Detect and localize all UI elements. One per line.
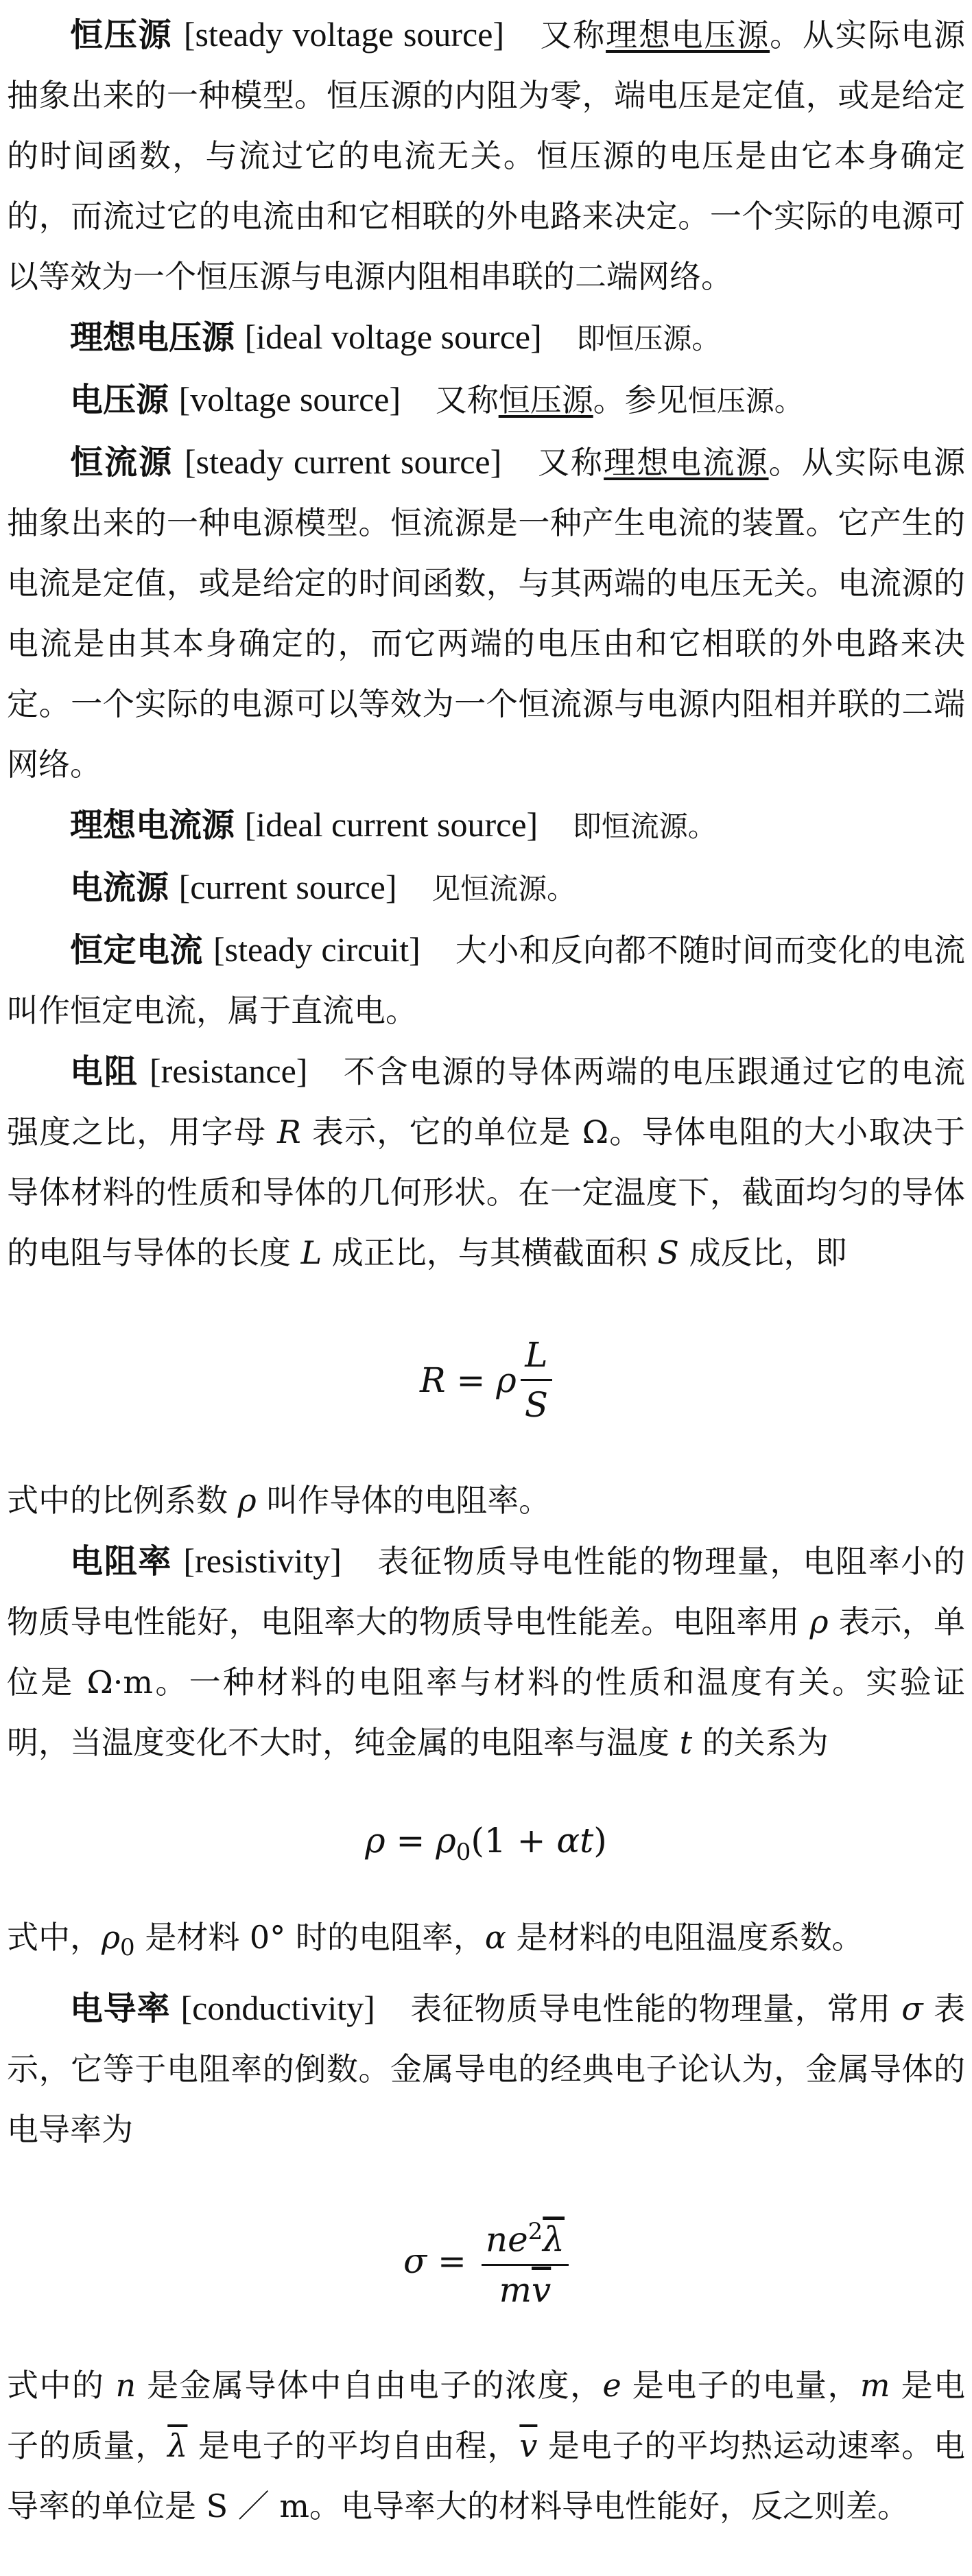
entry-current-source — [7, 857, 965, 919]
entry-text: 。从实际电源抽象出来的一种电源模型。恒流源是一种产生电流的装置。它产生的电流是定值，或是给定的时间函数，与其两端的电压无关。电流源的电流是由其本身确定的，而它两端的电压由和它相联的外电路来决定。一个实际的电源可以等效为一个恒流源与电源内阻相并联的二端网络。 — [7, 444, 965, 783]
entry-text: 表征物质导电性能的物理量，常用 — [410, 1990, 891, 2028]
entry-text: 。参见 — [593, 381, 688, 418]
formula-lhs: R — [419, 1360, 446, 1400]
formula-explanation — [7, 1907, 965, 1978]
entry-english: [steady circuit] — [213, 930, 420, 969]
math-subscript: 0 — [120, 1934, 135, 1962]
entry-term: 电压源 — [70, 381, 169, 419]
entry-text: 不含电源的导体两端的电压跟通过它的电流强度之比，用字母 — [7, 1053, 965, 1150]
fraction-denominator — [482, 2266, 569, 2314]
fraction-numerator — [482, 2208, 569, 2266]
entry-text: 又称 — [536, 444, 604, 481]
formula-rho: ρ — [496, 1360, 517, 1400]
entry-resistivity — [7, 1531, 965, 1773]
formula-fraction — [482, 2208, 569, 2314]
math-variable: m — [860, 2366, 890, 2404]
entry-term: 理想电压源 — [70, 318, 235, 357]
entry-ideal-voltage-source — [7, 307, 965, 369]
entry-english: [conductivity] — [180, 1989, 375, 2028]
entry-text: 是材料的电阻温度系数。 — [516, 1919, 864, 1956]
entry-note: 恒压源。 — [687, 384, 803, 418]
entry-text: 是电子的电量， — [632, 2366, 860, 2404]
entry-term: 恒压源 — [70, 16, 173, 54]
entry-term: 电阻率 — [70, 1542, 173, 1581]
math-variable: ρ — [102, 1919, 121, 1956]
formula-lhs: σ — [403, 2241, 427, 2281]
entry-text: 的关系为 — [702, 1724, 829, 1761]
entry-english: [steady voltage source] — [183, 15, 505, 54]
entry-ideal-current-source — [7, 794, 965, 857]
formula-resistivity — [7, 1821, 965, 1866]
entry-english: [current source] — [178, 868, 397, 906]
entry-english: [steady current source] — [184, 442, 502, 481]
math-variable: ρ — [809, 1603, 829, 1640]
math-variable: α — [484, 1919, 506, 1956]
entry-resistance — [7, 1041, 965, 1283]
entry-voltage-source — [7, 369, 965, 432]
entry-text: 叫作导体的电阻率。 — [266, 1482, 551, 1519]
math-variable: R — [277, 1113, 301, 1150]
entry-term: 恒流源 — [70, 443, 174, 482]
math-variable: $\overline{v}$ — [519, 2426, 538, 2464]
entry-conductivity — [7, 1978, 965, 2160]
formula-lhs: ρ — [365, 1821, 386, 1860]
math-variable: ρ — [237, 1482, 257, 1519]
entry-note: 即恒压源。 — [576, 322, 721, 355]
entry-term: 电导率 — [70, 1989, 171, 2029]
entry-steady-current-source — [7, 432, 965, 794]
math-variable: σ — [901, 1990, 923, 2028]
entry-text: 是电子的质量， — [7, 2366, 966, 2464]
entry-text: 表示，它的单位是 Ω。导体电阻的大小取决于导体材料的性质和导体的几何形状。在一定温度下，截面均匀的导体的电阻与导体的长度 — [7, 1113, 966, 1271]
entry-note: 即恒流源。 — [572, 810, 717, 843]
math-variable: L — [300, 1234, 322, 1271]
fraction-numerator: L — [521, 1331, 552, 1381]
cross-reference-link[interactable]: 理想电流源 — [604, 444, 769, 481]
formula-open: (1 + — [471, 1821, 557, 1860]
formula-close: ) — [593, 1821, 607, 1860]
entry-text: 式中， — [7, 1919, 102, 1956]
entry-text: 大小和反向都不随时间而变化的电流叫作恒定电流，属于直流电。 — [7, 932, 966, 1029]
formula-explanation — [7, 2355, 965, 2536]
entry-english: [resistance] — [150, 1052, 308, 1090]
entry-note: 见恒流源。 — [431, 872, 576, 906]
formula-resistance — [7, 1331, 965, 1429]
formula-superscript: 2 — [528, 2218, 543, 2246]
formula-m: m — [499, 2269, 532, 2310]
entry-term: 电阻 — [70, 1052, 139, 1091]
entry-text: 表征物质导电性能的物理量，电阻率小的物质导电性能好，电阻率大的物质导电性能差。电阻率用 — [7, 1543, 965, 1640]
entry-steady-circuit — [7, 919, 965, 1041]
entry-steady-voltage-source — [7, 4, 965, 307]
formula-equals: = — [438, 2241, 466, 2281]
entry-text: 式中的比例系数 — [7, 1482, 228, 1519]
entry-text: 又称 — [538, 16, 606, 54]
math-variable: e — [602, 2366, 621, 2404]
entry-english: [voltage source] — [178, 380, 401, 418]
math-variable: S — [657, 1234, 679, 1271]
formula-fraction — [521, 1331, 552, 1429]
formula-rho: ρ — [436, 1821, 456, 1860]
entry-text: 又称 — [435, 381, 499, 418]
formula-equals: = — [396, 1821, 425, 1860]
entry-text: 是金属导体中自由电子的浓度， — [147, 2366, 603, 2404]
entry-term: 理想电流源 — [70, 806, 235, 844]
formula-equals: = — [456, 1360, 486, 1400]
math-variable: $\overline{\lambda}$ — [167, 2426, 188, 2464]
entry-english: [ideal voltage source] — [244, 318, 542, 356]
formula-explanation — [7, 1470, 965, 1531]
entry-english: [ideal current source] — [244, 805, 538, 844]
formula-alpha-t: αt — [556, 1821, 594, 1860]
formula-subscript: 0 — [455, 1839, 471, 1866]
entry-text: 成正比，与其横截面积 — [331, 1234, 648, 1271]
entry-english: [resistivity] — [183, 1541, 342, 1580]
cross-reference-link[interactable]: 恒压源 — [498, 381, 593, 418]
entry-term: 恒定电流 — [70, 931, 203, 969]
formula-n: n — [485, 2219, 508, 2260]
fraction-denominator: S — [524, 1385, 549, 1425]
formula-conductivity — [7, 2208, 965, 2314]
formula-v: $\overline{v}$ — [532, 2269, 552, 2310]
entry-term: 电流源 — [70, 868, 169, 907]
entry-text: 表示，它等于电阻率的倒数。金属导电的经典电子论认为，金属导体的电导率为 — [7, 1990, 965, 2149]
math-variable: t — [679, 1724, 693, 1761]
entry-text: 式中的 — [7, 2366, 105, 2404]
entry-text: 。从实际电源抽象出来的一种模型。恒压源的内阻为零，端电压是定值，或是给定的时间函数，与流过它的电流无关。恒压源的电压是由它本身确定的，而流过它的电流由和它相联的外电路来决定。一个实际的电源可以等效为一个恒压源与电源内阻相串联的二端网络。 — [7, 16, 966, 295]
cross-reference-link[interactable]: 理想电压源 — [606, 16, 770, 54]
entry-text: 是材料 0° 时的电阻率， — [145, 1919, 485, 1956]
formula-e: e — [508, 2219, 528, 2260]
entry-text: 是电子的平均热运动速率。电导率的单位是 S ／ m。电导率大的材料导电性能好，反之则差。 — [7, 2426, 966, 2525]
math-variable: n — [115, 2366, 137, 2404]
entry-text: 是电子的平均自由程， — [198, 2426, 520, 2464]
entry-text: 成反比，即 — [689, 1234, 847, 1271]
entry-text: 表示，单位是 Ω·m。一种材料的电阻率与材料的性质和温度有关。实验证明，当温度变化不大时，纯金属的电阻率与温度 — [7, 1603, 966, 1761]
formula-lambda: $\overline{\lambda}$ — [543, 2219, 565, 2260]
